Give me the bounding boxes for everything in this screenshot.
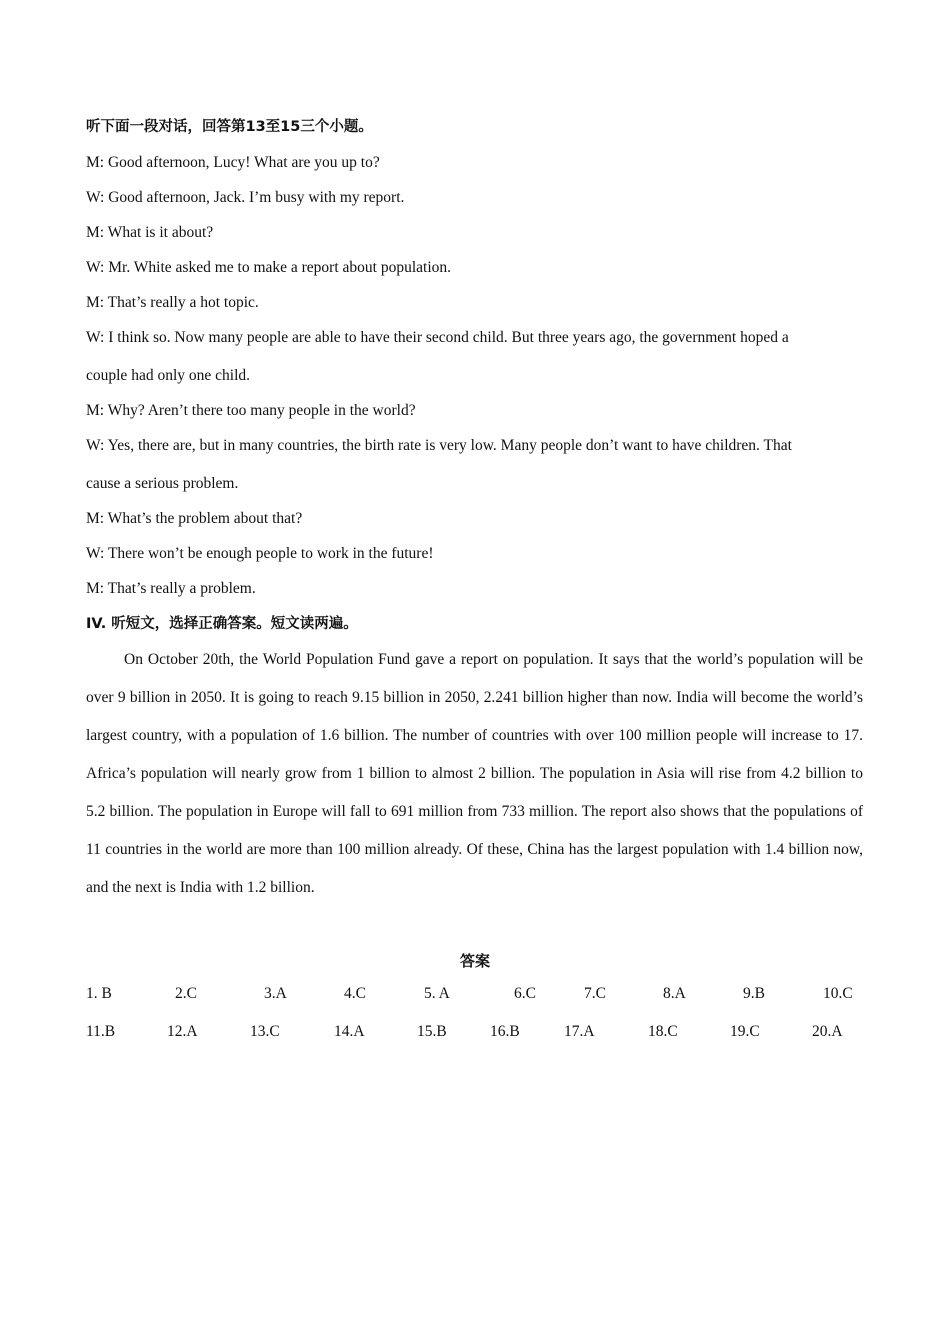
dialogue-heading: 听下面一段对话，回答第13至15三个小题。 bbox=[86, 119, 373, 135]
dialogue-line: W: Mr. White asked me to make a report about population. bbox=[86, 259, 452, 276]
dialogue-line: cause a serious problem. bbox=[86, 475, 239, 492]
answer-item: 1. B bbox=[86, 985, 112, 1002]
answer-item: 17.A bbox=[564, 1023, 595, 1040]
answer-item: 5. A bbox=[424, 985, 450, 1002]
answer-item: 6.C bbox=[514, 985, 536, 1002]
dialogue-line: M: What is it about? bbox=[86, 224, 214, 241]
dialogue-line: couple had only one child. bbox=[86, 367, 250, 384]
dialogue-line: W: I think so. Now many people are able to have their second child. But three years ago, the government hoped a bbox=[86, 329, 789, 346]
answer-item: 14.A bbox=[334, 1023, 365, 1040]
answer-item: 11.B bbox=[86, 1023, 116, 1040]
answers-title: 答案 bbox=[459, 952, 490, 970]
dialogue-line: M: What’s the problem about that? bbox=[86, 510, 303, 527]
answer-item: 18.C bbox=[648, 1023, 678, 1040]
dialogue-line: M: Good afternoon, Lucy! What are you up to? bbox=[86, 154, 380, 171]
answer-item: 12.A bbox=[167, 1023, 198, 1040]
dialogue-line: M: Why? Aren’t there too many people in the world? bbox=[86, 402, 416, 419]
answer-item: 9.B bbox=[743, 985, 765, 1002]
answer-item: 3.A bbox=[264, 985, 287, 1002]
dialogue-line: M: That’s really a hot topic. bbox=[86, 294, 259, 311]
answer-item: 16.B bbox=[490, 1023, 520, 1040]
answer-item: 2.C bbox=[175, 985, 197, 1002]
answer-item: 15.B bbox=[417, 1023, 447, 1040]
dialogue-line: W: There won’t be enough people to work in the future! bbox=[86, 545, 434, 562]
dialogue-line: W: Yes, there are, but in many countries, the birth rate is very low. Many people don’t want to have children. That bbox=[86, 437, 792, 454]
dialogue-line: W: Good afternoon, Jack. I’m busy with my report. bbox=[86, 189, 405, 206]
answer-item: 19.C bbox=[730, 1023, 760, 1040]
answer-item: 7.C bbox=[584, 985, 606, 1002]
dialogue-line: M: That’s really a problem. bbox=[86, 580, 256, 597]
answer-item: 13.C bbox=[250, 1023, 280, 1040]
answer-item: 4.C bbox=[344, 985, 366, 1002]
answer-item: 8.A bbox=[663, 985, 686, 1002]
answer-item: 10.C bbox=[823, 985, 853, 1002]
passage-heading: IV. 听短文，选择正确答案。短文读两遍。 bbox=[86, 616, 358, 632]
passage-paragraph: On October 20th, the World Population Fund gave a report on population. It says that the world’s population will be over 9 billion in 2050. It is going to reach 9.15 billion in 2050, 2.241 billion higher than now. India will become the world’s largest country, with a population of 1.6 billion. The number of countries with over 100 million people will increase to 17. Africa’s population will nearly grow from 1 billion to almost 2 billion. The population in Asia will rise from 4.2 billion to 5.2 billion. The population in Europe will fall to 691 million from 733 million. The report also shows that the populations of 11 countries in the world are more than 100 million already. Of these, China has the largest population with 1.4 billion now, and the next is India with 1.2 billion. bbox=[86, 651, 863, 896]
answer-item: 20.A bbox=[812, 1023, 843, 1040]
